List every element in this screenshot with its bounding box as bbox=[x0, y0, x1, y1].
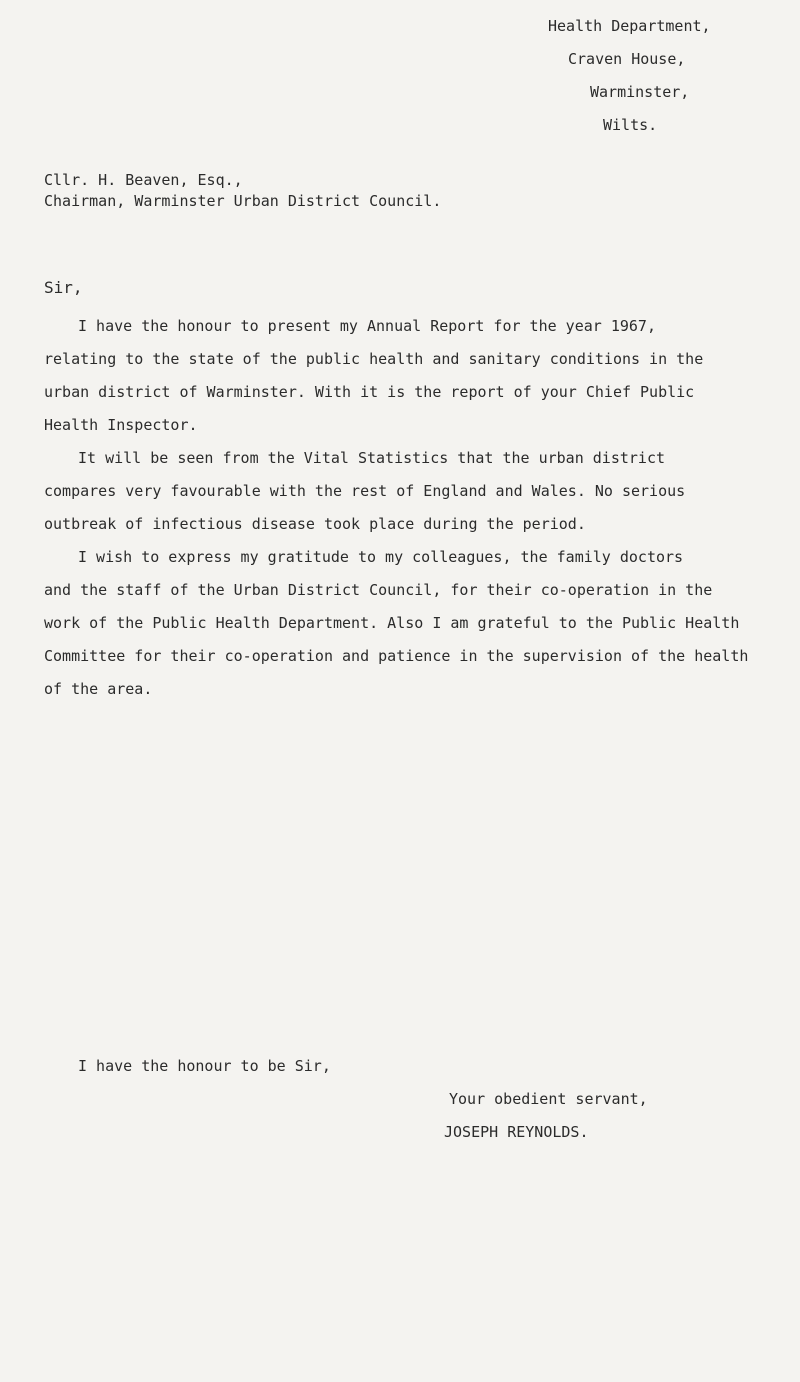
closing-servant-line: Your obedient servant, bbox=[449, 1090, 648, 1108]
address-line-town: Warminster, bbox=[590, 83, 690, 101]
body-line: work of the Public Health Department. Also I am grateful to the Public Health bbox=[44, 614, 740, 632]
body-line: Health Inspector. bbox=[44, 416, 198, 434]
recipient-block bbox=[44, 170, 441, 212]
body-line: compares very favourable with the rest of England and Wales. No serious bbox=[44, 482, 686, 500]
letter-body bbox=[44, 310, 780, 706]
body-line: I wish to express my gratitude to my colleagues, the family doctors bbox=[78, 548, 684, 566]
body-line: of the area. bbox=[44, 680, 153, 698]
recipient-name: Cllr. H. Beaven, Esq., bbox=[44, 171, 243, 189]
paragraph-report-intro bbox=[44, 310, 780, 442]
signature-name: JOSEPH REYNOLDS. bbox=[444, 1123, 589, 1141]
address-line-building: Craven House, bbox=[568, 50, 686, 68]
paragraph-vital-statistics bbox=[44, 442, 780, 541]
recipient-title: Chairman, Warminster Urban District Council. bbox=[44, 192, 442, 210]
address-line-department: Health Department, bbox=[548, 17, 711, 35]
closing-line: I have the honour to be Sir, bbox=[78, 1057, 331, 1075]
paragraph-gratitude bbox=[44, 541, 780, 706]
closing-block bbox=[44, 1050, 648, 1149]
salutation: Sir, bbox=[44, 278, 83, 297]
body-line: urban district of Warminster. With it is the report of your Chief Public bbox=[44, 383, 695, 401]
body-line: and the staff of the Urban District Council, for their co-operation in the bbox=[44, 581, 713, 599]
address-line-county: Wilts. bbox=[603, 116, 658, 134]
body-line: relating to the state of the public health and sanitary conditions in the bbox=[44, 350, 704, 368]
body-line: I have the honour to present my Annual Report for the year 1967, bbox=[78, 317, 656, 335]
body-line: outbreak of infectious disease took place during the period. bbox=[44, 515, 586, 533]
sender-address bbox=[548, 10, 711, 142]
body-line: Committee for their co-operation and patience in the supervision of the health bbox=[44, 647, 749, 665]
body-line: It will be seen from the Vital Statistics that the urban district bbox=[78, 449, 665, 467]
